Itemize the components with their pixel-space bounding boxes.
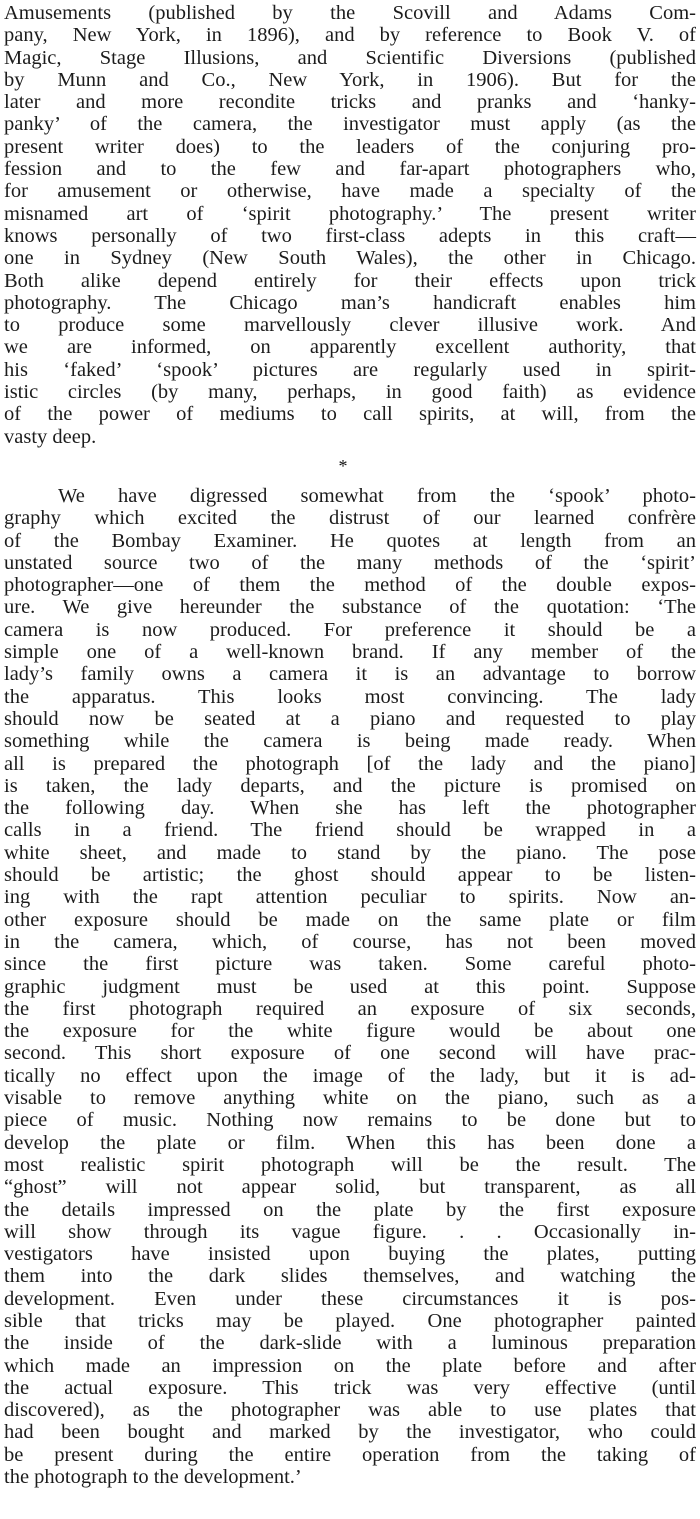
text-line: white sheet, and made to stand by the piano. The pose — [4, 841, 696, 864]
text-line: in the camera, which, of course, has not been moved — [4, 930, 696, 953]
text-line: the actual exposure. This trick was very effective (until — [4, 1376, 696, 1399]
text-line: should be artistic; the ghost should appear to be listen- — [4, 864, 696, 887]
text-line: the inside of the dark-slide with a luminous preparation — [4, 1332, 696, 1355]
text-line: which made an impression on the plate before and after — [4, 1354, 696, 1377]
text-line: knows personally of two first-class adepts in this craft— — [4, 224, 696, 247]
text-line: camera is now produced. For preference it should be a — [4, 618, 696, 641]
text-line: photography. The Chicago man’s handicraft enables him — [4, 291, 696, 314]
text-line: graphy which excited the distrust of our learned confrère — [4, 507, 696, 530]
text-line: pany, New York, in 1896), and by reference to Book V. of — [4, 24, 696, 47]
text-line: other exposure should be made on the same plate or film — [4, 908, 696, 931]
text-line: visable to remove anything white on the piano, such as a — [4, 1087, 696, 1110]
text-line: panky’ of the camera, the investigator must apply (as the — [4, 113, 696, 136]
text-line: to produce some marvellously clever illusive work. And — [4, 314, 696, 337]
text-line: the photograph to the development.’ — [4, 1466, 302, 1489]
text-line: be present during the entire operation from the taking of — [4, 1443, 696, 1466]
text-line: Both alike depend entirely for their effects upon trick — [4, 269, 696, 292]
text-line: Magic, Stage Illusions, and Scientific Diversions (published — [4, 46, 696, 69]
text-line: the first photograph required an exposure of six seconds, — [4, 997, 696, 1020]
text-line: for amusement or otherwise, have made a specialty of the — [4, 180, 696, 203]
text-line: one in Sydney (New South Wales), the other in Chicago. — [4, 247, 696, 270]
text-line: will show through its vague figure. . . Occasionally in- — [4, 1220, 696, 1243]
text-line: present writer does) to the leaders of the conjuring pro- — [4, 135, 696, 158]
text-line: by Munn and Co., New York, in 1906). But for the — [4, 68, 696, 91]
text-line: Amusements (published by the Scovill and Adams Com- — [4, 2, 696, 24]
text-line: misnamed art of ‘spirit photography.’ The present writer — [4, 202, 696, 225]
text-line: all is prepared the photograph [of the lady and the piano] — [4, 752, 696, 775]
text-line: develop the plate or film. When this has been done a — [4, 1131, 696, 1154]
text-line: piece of music. Nothing now remains to be done but to — [4, 1109, 696, 1132]
text-line: fession and to the few and far-apart photographers who, — [4, 158, 696, 181]
text-line: ing with the rapt attention peculiar to spirits. Now an- — [4, 886, 696, 909]
text-line: later and more recondite tricks and pranks and ‘hanky- — [4, 91, 696, 114]
text-line: discovered), as the photographer was able to use plates that — [4, 1399, 696, 1422]
text-line: We have digressed somewhat from the ‘spook’ photo- — [58, 485, 696, 507]
text-line: development. Even under these circumstances it is pos- — [4, 1287, 696, 1310]
text-line: since the first picture was taken. Some careful photo- — [4, 953, 696, 976]
text-line: is taken, the lady departs, and the picture is promised on — [4, 774, 696, 797]
text-line: photographer—one of them the method of the double expos- — [4, 574, 696, 597]
text-line: graphic judgment must be used at this point. Suppose — [4, 975, 696, 998]
text-line: tically no effect upon the image of the lady, but it is ad- — [4, 1064, 696, 1087]
text-line: “ghost” will not appear solid, but transparent, as all — [4, 1176, 696, 1199]
text-line: sible that tricks may be played. One photographer painted — [4, 1309, 696, 1332]
text-line: had been bought and marked by the investigator, who could — [4, 1421, 696, 1444]
text-line: something while the camera is being made ready. When — [4, 730, 696, 753]
text-line: we are informed, on apparently excellent authority, that — [4, 336, 696, 359]
text-line: his ‘faked’ ‘spook’ pictures are regularly used in spirit- — [4, 358, 696, 381]
text-line: of the power of mediums to call spirits, at will, from the — [4, 403, 696, 426]
text-line: unstated source two of the many methods of the ‘spirit’ — [4, 551, 696, 574]
text-line: istic circles (by many, perhaps, in good faith) as evidence — [4, 381, 696, 404]
text-line: the following day. When she has left the photographer — [4, 797, 696, 820]
text-line: ure. We give hereunder the substance of the quotation: ‘The — [4, 596, 696, 619]
text-line: the apparatus. This looks most convincing. The lady — [4, 685, 696, 708]
text-line: vasty deep. — [4, 425, 97, 448]
text-line: them into the dark slides themselves, and watching the — [4, 1265, 696, 1288]
text-line: simple one of a well-known brand. If any member of the — [4, 641, 696, 664]
paragraph-2 — [4, 485, 696, 1488]
section-separator: * — [338, 456, 348, 476]
text-line: most realistic spirit photograph will be the result. The — [4, 1153, 696, 1176]
text-line: second. This short exposure of one second will have prac- — [4, 1042, 696, 1065]
text-line: lady’s family owns a camera it is an advantage to borrow — [4, 663, 696, 686]
text-line: of the Bombay Examiner. He quotes at length from an — [4, 529, 696, 552]
text-line: vestigators have insisted upon buying the plates, putting — [4, 1243, 696, 1266]
text-line: the exposure for the white figure would be about one — [4, 1020, 696, 1043]
text-line: should now be seated at a piano and requested to play — [4, 707, 696, 730]
text-line: calls in a friend. The friend should be wrapped in a — [4, 819, 696, 842]
text-line: the details impressed on the plate by the first exposure — [4, 1198, 696, 1221]
paragraph-1 — [4, 2, 696, 448]
